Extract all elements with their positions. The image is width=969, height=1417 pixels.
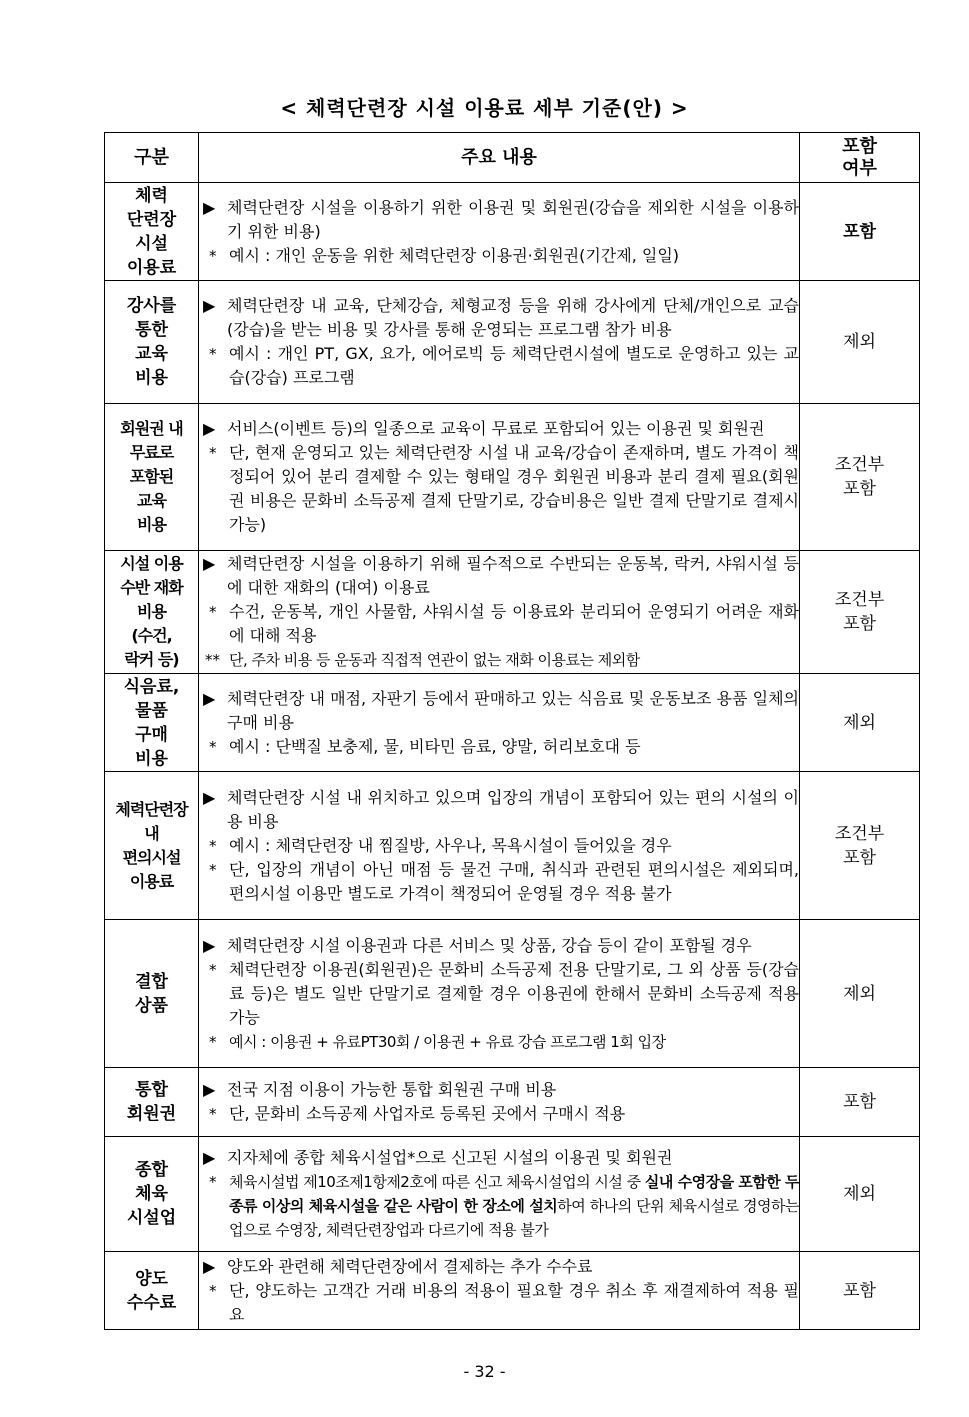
asterisk-icon: *: [209, 1173, 216, 1191]
row-category-text: 종합 체육 시설업: [126, 1160, 177, 1228]
note-text: 단, 현재 운영되고 있는 체력단련장 시설 내 교육/강습이 존재하며, 별도 가격이 책정되어 있어 분리 결제할 수 있는 형태일 경우 회원권 비용과 분리 결제 필요(회원권 비용은 문화비 소득공제 결제 단말기로, 강습비용은 일반 결제 단말기로 결제시 가능): [229, 443, 799, 534]
header-category: 구분: [105, 133, 199, 183]
content-text: 체력단련장 시설을 이용하기 위해 필수적으로 수반되는 운동복, 락커, 샤워시설 등에 대한 재화의 (대여) 이용료: [227, 554, 799, 597]
fee-criteria-table: [104, 132, 920, 1330]
asterisk-icon: *: [209, 960, 217, 979]
row-category-text: 강사를 통한 교육 비용: [126, 296, 177, 388]
asterisk-icon: *: [209, 1281, 217, 1300]
triangle-bullet-icon: ▶: [203, 197, 216, 217]
row-inclusion-text: 제외: [843, 983, 876, 1004]
row-inclusion-text: 포함: [843, 221, 876, 242]
row-category-text: 결합 상품: [135, 971, 168, 1016]
header-inclusion-text: 포함 여부: [842, 135, 877, 179]
row-content: [199, 772, 800, 920]
note-emphasis: 실내 수영장을 포함한 두 종류 이상의 체육시설을 같은 사람이 한 장소에 설치: [229, 1173, 799, 1215]
table-row: [105, 404, 920, 551]
triangle-bullet-icon: ▶: [203, 296, 216, 315]
row-inclusion: [800, 183, 920, 281]
table-row: [105, 281, 920, 404]
row-inclusion-text: 포함: [843, 1092, 876, 1112]
table-row: [105, 920, 920, 1068]
triangle-bullet-icon: ▶: [203, 787, 216, 807]
content-note: [199, 1102, 799, 1126]
content-text: 전국 지점 이용이 가능한 통합 회원권 구매 비용: [227, 1080, 557, 1099]
table-row: [105, 772, 920, 920]
row-inclusion-text: 포함: [843, 1280, 876, 1301]
triangle-bullet-icon: ▶: [203, 935, 216, 955]
row-category: [105, 404, 199, 551]
row-content: [199, 1137, 800, 1252]
triangle-bullet-icon: ▶: [203, 1148, 216, 1167]
row-category-text: 체력 단련장 시설 이용료: [126, 185, 177, 278]
triangle-bullet-icon: ▶: [203, 1080, 216, 1099]
note-text: 수건, 운동복, 개인 사물함, 샤워시설 등 이용료와 분리되어 운영되기 어려운 재화에 대해 적용: [229, 602, 799, 645]
row-content: [199, 551, 800, 674]
header-inclusion: [800, 133, 920, 183]
row-inclusion: [800, 1068, 920, 1137]
row-category: [105, 183, 199, 281]
content-note: [199, 600, 799, 648]
content-note: [199, 1279, 799, 1327]
content-text: 체력단련장 시설을 이용하기 위한 이용권 및 회원권(강습을 제외한 시설을 이용하기 위한 비용): [227, 197, 799, 241]
note-text: 단, 문화비 소득공제 사업자로 등록된 곳에서 구매시 적용: [229, 1104, 626, 1123]
row-inclusion: [800, 1252, 920, 1330]
content-line: [199, 294, 799, 342]
note-text: 체육시설법 제10조제1항제2호에 따른 신고 체육시설업의 시설 중: [229, 1173, 645, 1191]
note-text: 체력단련장 이용권(회원권)은 문화비 소득공제 전용 단말기로, 그 외 상품 등(강습료 등)은 별도 일반 단말기로 결제할 경우 이용권에 한해서 문화비 소득공제 적용 가능: [229, 959, 799, 1027]
content-line: [199, 552, 799, 600]
row-category: [105, 674, 199, 772]
row-category: [105, 281, 199, 404]
row-category-text: 통합 회원권: [126, 1080, 177, 1124]
row-category: [105, 772, 199, 920]
content-line: [199, 934, 799, 958]
row-category: [105, 920, 199, 1068]
note-text: 하여 하나의 단위 체육시설로 경영하는 업으로 수영장, 체력단련장업과 다르기에 적용 불가: [229, 1197, 799, 1239]
row-inclusion-text: 제외: [843, 1184, 876, 1204]
row-inclusion: [800, 281, 920, 404]
row-category: [105, 551, 199, 674]
row-inclusion: [800, 1137, 920, 1252]
row-category-text: 양도 수수료: [126, 1268, 177, 1313]
content-text: 지자체에 종합 체육시설업*으로 신고된 시설의 이용권 및 회원권: [227, 1148, 673, 1167]
row-content: [199, 1068, 800, 1137]
content-note: [199, 244, 799, 268]
note-text: 예시 : 이용권 + 유료PT30회 / 이용권 + 유료 강습 프로그램 1회 입장: [229, 1032, 666, 1051]
row-category-text: 체력단련장 내 편의시설 이용료: [115, 799, 188, 891]
note-text: 예시 : 체력단련장 내 찜질방, 사우나, 목욕시설이 들어있을 경우: [229, 835, 672, 855]
table-row: [105, 674, 920, 772]
content-line: [199, 417, 799, 441]
row-inclusion: [800, 772, 920, 920]
row-content: [199, 920, 800, 1068]
row-category: [105, 1252, 199, 1330]
content-note: [199, 441, 799, 537]
row-content: [199, 281, 800, 404]
content-note: [199, 342, 799, 390]
header-content: 주요 내용: [199, 133, 800, 183]
row-inclusion: [800, 674, 920, 772]
row-inclusion-text: 조건부 포함: [834, 590, 885, 634]
row-inclusion-text: 제외: [843, 332, 876, 352]
content-text: 체력단련장 내 교육, 단체강습, 체형교정 등을 위해 강사에게 단체/개인으로 교습(강습)을 받는 비용 및 강사를 통해 운영되는 프로그램 참가 비용: [227, 296, 799, 339]
row-inclusion-text: 조건부 포함: [834, 823, 885, 868]
content-text: 양도와 관련해 체력단련장에서 결제하는 추가 수수료: [227, 1256, 593, 1276]
table-row: [105, 1137, 920, 1252]
document-title: < 체력단련장 시설 이용료 세부 기준(안) >: [280, 96, 689, 120]
row-category-text: 회원권 내 무료로 포함된 교육 비용: [120, 419, 183, 534]
row-content: [199, 183, 800, 281]
content-text: 체력단련장 시설 내 위치하고 있으며 입장의 개념이 포함되어 있는 편의 시설의 이용 비용: [227, 787, 799, 831]
content-line: [199, 786, 799, 834]
note-text: 단, 양도하는 고객간 거래 비용의 적용이 필요할 경우 취소 후 재결제하여 적용 필요: [229, 1280, 799, 1324]
row-category-text: 식음료, 물품 구매 비용: [123, 676, 180, 769]
note-text: 예시 : 개인 PT, GX, 요가, 에어로빅 등 체력단련시설에 별도로 운영하고 있는 교습(강습) 프로그램: [229, 344, 799, 387]
row-inclusion: [800, 404, 920, 551]
content-note: [199, 858, 799, 906]
row-inclusion: [800, 551, 920, 674]
content-text: 체력단련장 내 매점, 자판기 등에서 판매하고 있는 식음료 및 운동보조 용품 일체의 구매 비용: [227, 688, 799, 732]
content-line: [199, 1255, 799, 1279]
table-row: [105, 183, 920, 281]
table-row: [105, 1068, 920, 1137]
asterisk-icon: *: [209, 246, 217, 265]
row-content: [199, 674, 800, 772]
row-category-text: 시설 이용 수반 재화 비용 (수건, 락커 등): [120, 554, 183, 669]
triangle-bullet-icon: ▶: [203, 554, 216, 573]
note-text: 예시 : 단백질 보충제, 물, 비타민 음료, 양말, 허리보호대 등: [229, 736, 641, 756]
asterisk-icon: *: [209, 737, 217, 756]
double-asterisk-icon: **: [205, 651, 220, 669]
content-text: 체력단련장 시설 이용권과 다른 서비스 및 상품, 강습 등이 같이 포함될 경우: [227, 935, 752, 955]
row-inclusion-text: 제외: [843, 712, 876, 733]
triangle-bullet-icon: ▶: [203, 1256, 216, 1276]
content-note: [199, 648, 799, 672]
note-text: 단, 주차 비용 등 운동과 직접적 연관이 없는 재화 이용료는 제외함: [229, 651, 640, 669]
content-note: [199, 834, 799, 858]
asterisk-icon: *: [209, 1105, 217, 1123]
content-note: [199, 1170, 799, 1242]
content-line: [199, 1078, 799, 1102]
content-line: [199, 1146, 799, 1170]
row-category: [105, 1137, 199, 1252]
asterisk-icon: *: [209, 836, 217, 855]
content-line: [199, 687, 799, 735]
row-inclusion-text: 조건부 포함: [834, 455, 885, 499]
asterisk-icon: *: [209, 345, 217, 363]
table-row: [105, 1252, 920, 1330]
header-row: [105, 133, 920, 183]
note-text: 단, 입장의 개념이 아닌 매점 등 물건 구매, 취식과 관련된 편의시설은 제외되며, 편의시설 이용만 별도로 가격이 책정되어 운영될 경우 적용 불가: [229, 859, 799, 903]
asterisk-icon: *: [209, 603, 217, 621]
row-category: [105, 1068, 199, 1137]
content-note: [199, 735, 799, 759]
content-text: 서비스(이벤트 등)의 일종으로 교육이 무료로 포함되어 있는 이용권 및 회원권: [227, 419, 765, 438]
asterisk-icon: *: [209, 860, 217, 879]
triangle-bullet-icon: ▶: [203, 688, 216, 708]
content-note: [199, 1030, 799, 1054]
content-line: [199, 196, 799, 244]
row-content: [199, 404, 800, 551]
asterisk-icon: *: [209, 444, 217, 462]
asterisk-icon: *: [209, 1032, 217, 1051]
content-note: [199, 958, 799, 1030]
page-number: - 32 -: [463, 1362, 506, 1381]
row-inclusion: [800, 920, 920, 1068]
triangle-bullet-icon: ▶: [203, 419, 216, 438]
note-text: 예시 : 개인 운동을 위한 체력단련장 이용권·회원권(기간제, 일일): [229, 245, 680, 265]
table-row: [105, 551, 920, 674]
row-content: [199, 1252, 800, 1330]
